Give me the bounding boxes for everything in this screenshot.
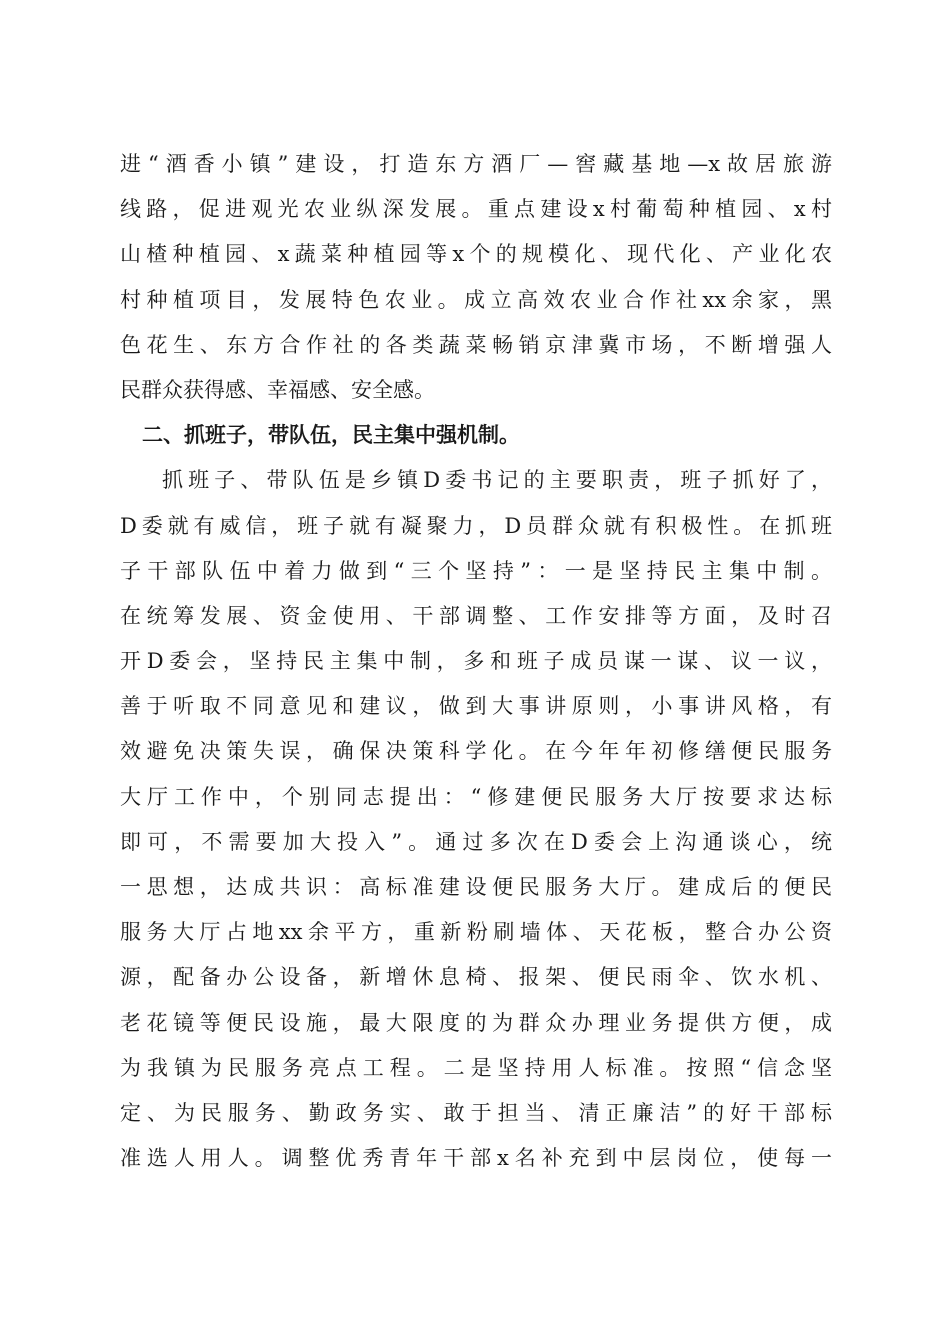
paragraph-2-line-2: D委就有威信，班子就有凝聚力，D员群众就有积极性。在抓班 [120, 513, 832, 538]
paragraph-1-line-2: 线路，促进观光农业纵深发展。重点建设x村葡萄种植园、x村 [120, 197, 832, 222]
paragraph-2-line-1: 抓班子、带队伍是乡镇D委书记的主要职责，班子抓好了， [162, 468, 832, 493]
paragraph-1-line-1: 进“酒香小镇”建设，打造东方酒厂—窖藏基地—x故居旅游 [120, 152, 832, 176]
paragraph-2-line-14: 为我镇为民服务亮点工程。二是坚持用人标准。按照“信念坚 [120, 1055, 832, 1080]
document-body [120, 142, 832, 1181]
paragraph-2-line-12: 源，配备办公设备，新增休息椅、报架、便民雨伞、饮水机、 [120, 965, 832, 990]
paragraph-1-line-3: 山楂种植园、x蔬菜种植园等x个的规模化、现代化、产业化农 [120, 242, 832, 267]
section-heading-2: 二、抓班子，带队伍，民主集中强机制。 [142, 423, 520, 448]
paragraph-1-line-4: 村种植项目，发展特色农业。成立高效农业合作社xx余家，黑 [120, 287, 832, 312]
paragraph-2-line-9: 即可，不需要加大投入”。通过多次在D委会上沟通谈心，统 [120, 829, 832, 854]
paragraph-1-line-6: 民群众获得感、幸福感、安全感。 [120, 377, 435, 402]
paragraph-2-line-13: 老花镜等便民设施，最大限度的为群众办理业务提供方便，成 [120, 1010, 832, 1035]
paragraph-1-line-5: 色花生、东方合作社的各类蔬菜畅销京津冀市场，不断增强人 [120, 332, 832, 357]
paragraph-2-line-5: 开D委会，坚持民主集中制，多和班子成员谋一谋、议一议， [120, 649, 832, 674]
paragraph-2-line-7: 效避免决策失误，确保决策科学化。在今年年初修缮便民服务 [120, 739, 832, 764]
paragraph-2-line-6: 善于听取不同意见和建议，做到大事讲原则，小事讲风格，有 [120, 694, 832, 719]
paragraph-2-line-15: 定、为民服务、勤政务实、敢于担当、清正廉洁”的好干部标 [120, 1100, 832, 1125]
paragraph-2-line-16: 准选人用人。调整优秀青年干部x名补充到中层岗位，使每一 [120, 1146, 832, 1171]
paragraph-2-line-11: 服务大厅占地xx余平方，重新粉刷墙体、天花板，整合办公资 [120, 920, 832, 945]
paragraph-2-line-10: 一思想，达成共识：高标准建设便民服务大厅。建成后的便民 [120, 875, 832, 899]
paragraph-2-line-3: 子干部队伍中着力做到“三个坚持”：一是坚持民主集中制。 [120, 558, 832, 583]
paragraph-2-line-4: 在统筹发展、资金使用、干部调整、工作安排等方面，及时召 [120, 603, 832, 628]
paragraph-2-line-8: 大厅工作中，个别同志提出：“修建便民服务大厅按要求达标 [120, 784, 832, 809]
